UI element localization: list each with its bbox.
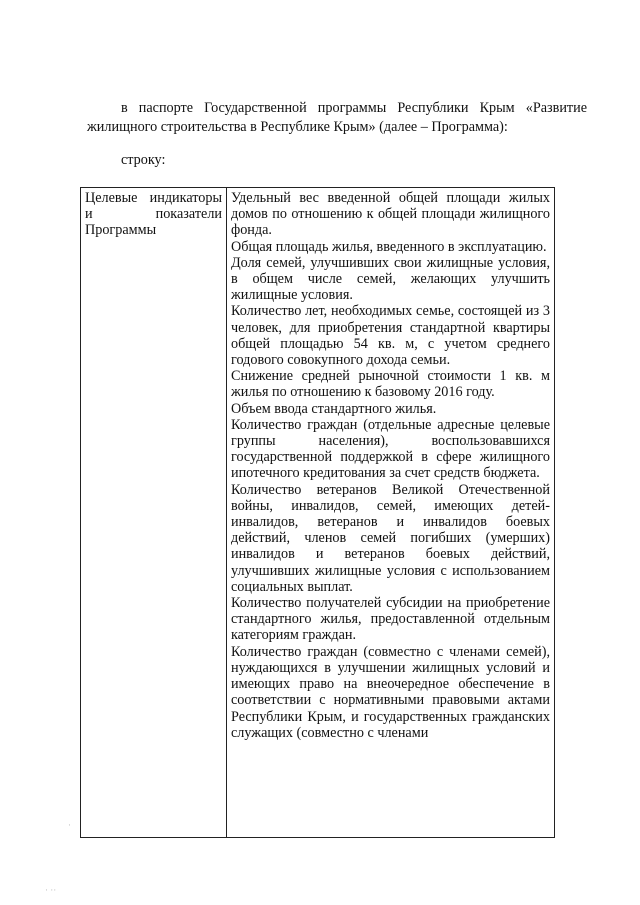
scan-speck: ·: [68, 820, 71, 830]
row-label: строку:: [121, 152, 166, 168]
indicator-item: Доля семей, улучшивших свои жилищные условия, в общем числе семей, желающих улучшить жилищные условия.: [231, 254, 550, 304]
indicator-item: Общая площадь жилья, введенного в эксплуатацию.: [231, 238, 547, 255]
header-line: Целевые индикаторы: [85, 190, 222, 206]
intro-paragraph: в паспорте Государственной программы Республики Крым «Развитие жилищного строительства в Республике Крым» (далее – Программа):: [87, 100, 587, 135]
header-cell: [81, 188, 227, 838]
indicator-item: Количество получателей субсидии на приобретение стандартного жилья, предоставленной отдельным категориям граждан.: [231, 595, 550, 644]
indicator-item: Количество ветеранов Великой Отечественной войны, инвалидов, семей, имеющих детей-инвалидов, ветеранов и инвалидов боевых действий, членов семей погибших (умерших) инвалидов и ветеранов боевых действий, улучшивших жилищные условия с использованием социальных выплат.: [231, 481, 550, 595]
indicator-item: Количество граждан (отдельные адресные целевые группы населения), воспользовавшихся государственной поддержкой в сфере жилищного ипотечного кредитования за счет средств бюджета.: [231, 416, 550, 482]
header-line: Программы: [85, 222, 157, 239]
indicator-item: Количество граждан (совместно с членами семей), нуждающихся в улучшении жилищных условий и имеющих право на внеочередное обеспечение в соответствии с нормативными правовыми актами Республики Крым, и государственных гражданских служащих (совместно с членами: [231, 643, 550, 741]
indicator-item: Снижение средней рыночной стоимости 1 кв. м жилья по отношению к базовому 2016 году.: [231, 368, 550, 401]
indicator-item: Объем ввода стандартного жилья.: [231, 400, 437, 417]
passport-table: [80, 187, 555, 838]
table-row: [81, 188, 555, 838]
indicator-item: Количество лет, необходимых семье, состоящей из 3 человек, для приобретения стандартной квартиры общей площадью 54 кв. м, с учетом среднего годового совокупного дохода семьи.: [231, 303, 550, 369]
indicators-cell: [227, 188, 555, 838]
header-line: и показатели: [85, 206, 222, 223]
indicator-item: Удельный вес введенной общей площади жилых домов по отношению к общей площади жилищного фонда.: [231, 190, 550, 239]
scan-speck: · ··: [45, 885, 57, 895]
